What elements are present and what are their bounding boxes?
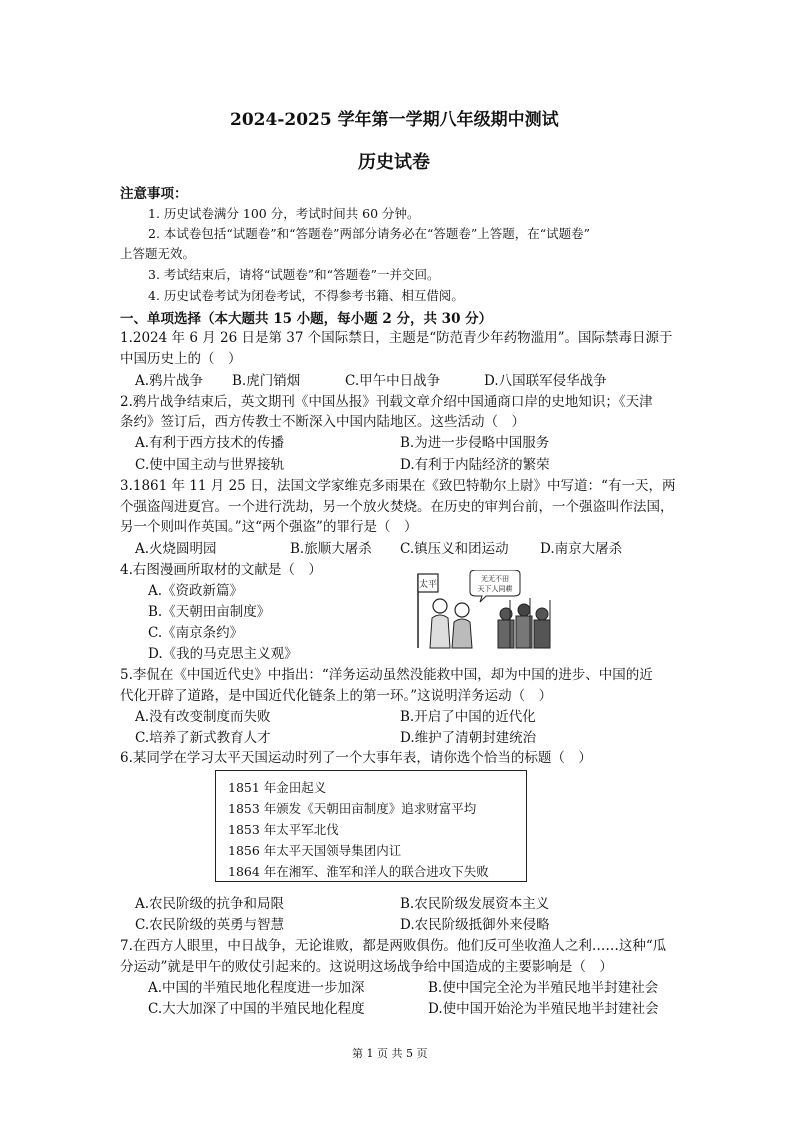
q1-option-d: D.八国联军侵华战争	[484, 373, 607, 389]
q5-stem: 代化开辟了道路，是中国近代化链条上的第一环。”这说明洋务运动（ ）	[120, 688, 553, 704]
q3-option-b: B.旅顺大屠杀	[290, 541, 372, 557]
notice-item: 2. 本试卷包括“试题卷”和“答题卷”两部分请务必在“答题卷”上答题，在“试题卷”	[148, 226, 591, 241]
timeline-item: 1856 年太平天国领导集团内讧	[228, 843, 402, 858]
q4-option-d: D.《我的马克思主义观》	[148, 646, 298, 662]
q2-option-d: D.有利于内陆经济的繁荣	[400, 457, 550, 473]
q4-option-c: C.《南京条约》	[148, 625, 244, 641]
q2-stem: 条约》签订后，西方传教士不断深入中国内陆地区。这些活动（ ）	[120, 414, 525, 430]
q6-option-a: A.农民阶级的抗争和局限	[135, 896, 285, 912]
q5-option-a: A.没有改变制度而失败	[135, 709, 271, 725]
q5-stem: 5.李侃在《中国近代史》中指出：“洋务运动虽然没能救中国，却为中国的进步、中国的近	[120, 667, 653, 683]
q2-stem: 2.鸦片战争结束后，英文期刊《中国丛报》刊载文章介绍中国通商口岸的史地知识；《天津	[120, 394, 653, 410]
notice-item: 4. 历史试卷考试为闭卷考试，不得参考书籍、相互借阅。	[148, 288, 464, 303]
timeline-item: 1851 年金田起义	[228, 780, 327, 795]
q2-option-a: A.有利于西方技术的传播	[135, 435, 285, 451]
q5-option-d: D.维护了清朝封建统治	[400, 730, 537, 746]
cartoon-flag-text: 太平	[418, 580, 438, 590]
q4-option-b: B.《天朝田亩制度》	[148, 604, 271, 620]
q1-option-c: C.甲午中日战争	[345, 373, 441, 389]
cartoon-bubble-text: 天下人同耕	[477, 585, 513, 593]
q3-stem: 3.1861 年 11 月 25 日，法国文学家维克多雨果在《致巴特勒尔上尉》中写道：“有一天，两	[120, 478, 676, 494]
q3-stem: 个强盗闯进夏宫。一个进行洗劫，另一个放火焚烧。在历史的审判台前，一个强盗叫作法国，	[120, 499, 674, 515]
q6-option-c: C.农民阶级的英勇与智慧	[135, 917, 285, 933]
timeline-item: 1853 年颁发《天朝田亩制度》追求财富平均	[228, 801, 477, 816]
q7-option-c: C.大大加深了中国的半殖民地化程度	[148, 1001, 365, 1017]
q2-option-b: B.为进一步侵略中国服务	[400, 435, 550, 451]
timeline-item: 1853 年太平军北伐	[228, 822, 339, 837]
exam-subtitle: 历史试卷	[358, 152, 430, 173]
q6-option-d: D.农民阶级抵御外来侵略	[400, 917, 550, 933]
cartoon-bubble-text: 无无不田	[481, 575, 509, 583]
taiping-cartoon-image	[410, 570, 558, 650]
q7-option-a: A.中国的半殖民地化程度进一步加深	[148, 980, 365, 996]
q1-option-a: A.鸦片战争	[135, 373, 204, 389]
notice-item: 上答题无效。	[120, 246, 196, 261]
q3-option-c: C.镇压义和团运动	[400, 541, 509, 557]
section-heading: 一、单项选择（本大题共 15 小题，每小题 2 分，共 30 分）	[120, 311, 493, 327]
q6-stem: 6.某同学在学习太平天国运动时列了一个大事年表，请你选个恰当的标题（ ）	[120, 750, 592, 766]
q3-stem: 另一个则叫作英国。”这“两个强盗”的罪行是（ ）	[120, 519, 418, 535]
timeline-item: 1864 年在湘军、淮军和洋人的联合进攻下失败	[228, 864, 489, 879]
q7-option-b: B.使中国完全沦为半殖民地半封建社会	[428, 980, 659, 996]
q5-option-b: B.开启了中国的近代化	[400, 709, 536, 725]
q5-option-c: C.培养了新式教育人才	[135, 730, 271, 746]
exam-title: 2024-2025 学年第一学期八年级期中测试	[230, 110, 559, 130]
q1-stem: 中国历史上的（ ）	[120, 351, 242, 367]
q3-option-d: D.南京大屠杀	[540, 541, 623, 557]
q1-option-b: B.虎门销烟	[232, 373, 301, 389]
q7-stem: 分运动”就是甲午的败仗引起来的。这说明这场战争给中国造成的主要影响是（ ）	[120, 959, 613, 975]
q1-stem: 1.2024 年 6 月 26 日是第 37 个国际禁日，主题是“防范青少年药物滥用”。国际禁毒日源于	[120, 330, 673, 346]
q4-stem: 4.右图漫画所取材的文献是（ ）	[120, 562, 322, 578]
q7-option-d: D.使中国开始沦为半殖民地半封建社会	[428, 1001, 659, 1017]
notice-item: 1. 历史试卷满分 100 分，考试时间共 60 分钟。	[148, 206, 420, 221]
notice-item: 3. 考试结束后，请将“试题卷”和“答题卷”一并交回。	[148, 267, 440, 282]
q6-option-b: B.农民阶级发展资本主义	[400, 896, 550, 912]
notice-heading: 注意事项：	[120, 186, 188, 202]
q4-option-a: A.《资政新篇》	[148, 583, 244, 599]
q3-option-a: A.火烧圆明园	[135, 541, 217, 557]
page-number: 第 1 页 共 5 页	[352, 1047, 428, 1060]
q7-stem: 7.在西方人眼里，中日战争，无论谁败，都是两败俱伤。他们反可坐收渔人之利……这种“瓜	[120, 938, 667, 954]
q2-option-c: C.使中国主动与世界接轨	[135, 457, 285, 473]
